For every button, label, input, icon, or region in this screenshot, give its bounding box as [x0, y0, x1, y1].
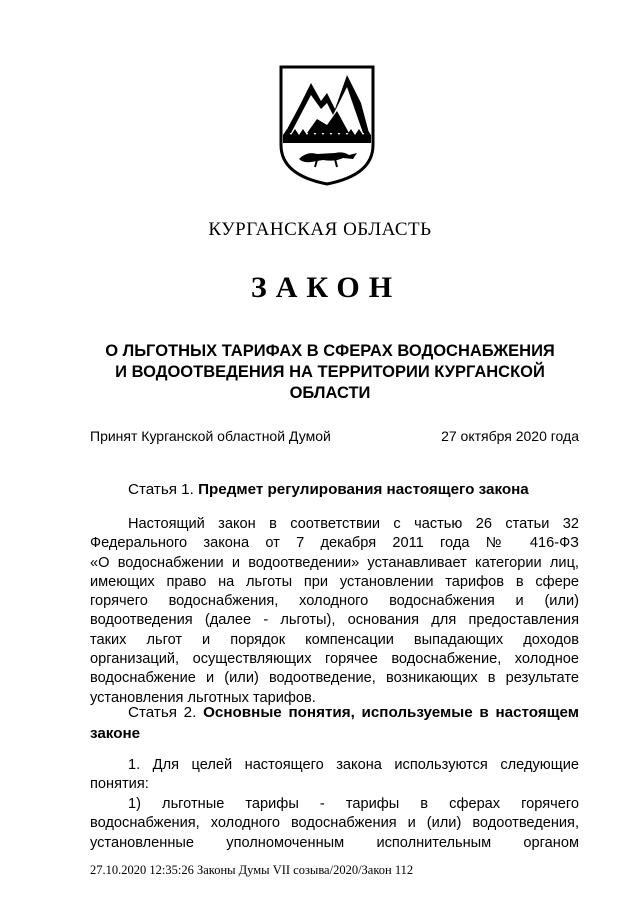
article-2-paragraph-1 — [90, 756, 579, 795]
article-1-heading — [90, 479, 579, 500]
article-2-name-continued: законе — [90, 725, 141, 742]
article-2-heading-line — [90, 702, 579, 723]
paragraph-line: организаций, осуществляющих горячее водоснабжение, холодное — [90, 651, 579, 668]
adopted-by: Принят Курганской областной Думой — [90, 428, 331, 444]
paragraph-line: Федерального закона от 7 декабря 2011 года № 416-ФЗ — [90, 535, 579, 552]
paragraph-line: установления льготных тарифов. — [90, 689, 316, 706]
paragraph-line: водоснабжения, холодного водоснабжения и (или) водоотведения, — [90, 815, 579, 832]
paragraph-line: водоотведения (далее - льготы), основания для предоставления — [90, 612, 579, 629]
paragraph-line: горячего водоснабжения, холодного водоснабжения и (или) — [90, 593, 579, 610]
paragraph-line: Настоящий закон в соответствии с частью 26 статьи 32 — [128, 516, 579, 532]
adoption-row — [90, 428, 579, 444]
article-1-paragraph — [90, 515, 579, 708]
law-title — [80, 341, 580, 404]
law-title-line: О ЛЬГОТНЫХ ТАРИФАХ В СФЕРАХ ВОДОСНАБЖЕНИЯ — [105, 342, 555, 360]
paragraph-line: 1. Для целей настоящего закона используются следующие — [128, 757, 579, 773]
article-2-name: Основные понятия, используемые в настоящем — [203, 704, 579, 721]
article-2-heading — [90, 702, 579, 744]
adoption-date: 27 октября 2020 года — [441, 428, 579, 444]
article-2-paragraph-2 — [90, 795, 579, 853]
document-type: ЗАКОН — [250, 271, 402, 304]
law-title-line: ОБЛАСТИ — [289, 384, 371, 402]
article-1-name: Предмет регулирования настоящего закона — [198, 481, 529, 498]
paragraph-line: имеющих право на льготы при установлении тарифов в сфере — [90, 573, 579, 590]
paragraph-line: «О водоснабжении и водоотведении» устанавливает категории лиц, — [90, 554, 579, 571]
law-title-line: И ВОДООТВЕДЕНИЯ НА ТЕРРИТОРИИ КУРГАНСКОЙ — [115, 363, 545, 381]
paragraph-line: водоснабжение и (или) водоотведение, возникающих в результате — [90, 670, 579, 687]
article-1-number: Статья 1. — [128, 481, 194, 498]
paragraph-line: понятия: — [90, 776, 149, 793]
paragraph-line: 1) льготные тарифы - тарифы в сферах горячего — [128, 796, 579, 812]
region-name: КУРГАНСКАЯ ОБЛАСТЬ — [208, 219, 432, 240]
document-footer: 27.10.2020 12:35:26 Законы Думы VII созыва/2020/Закон 112 — [90, 863, 414, 877]
article-2-number: Статья 2. — [128, 704, 197, 721]
coat-of-arms-emblem — [277, 63, 377, 188]
paragraph-line: установленные уполномоченным исполнительным органом — [90, 834, 579, 851]
paragraph-line: таких льгот и порядок компенсации выпадающих доходов — [90, 631, 579, 648]
